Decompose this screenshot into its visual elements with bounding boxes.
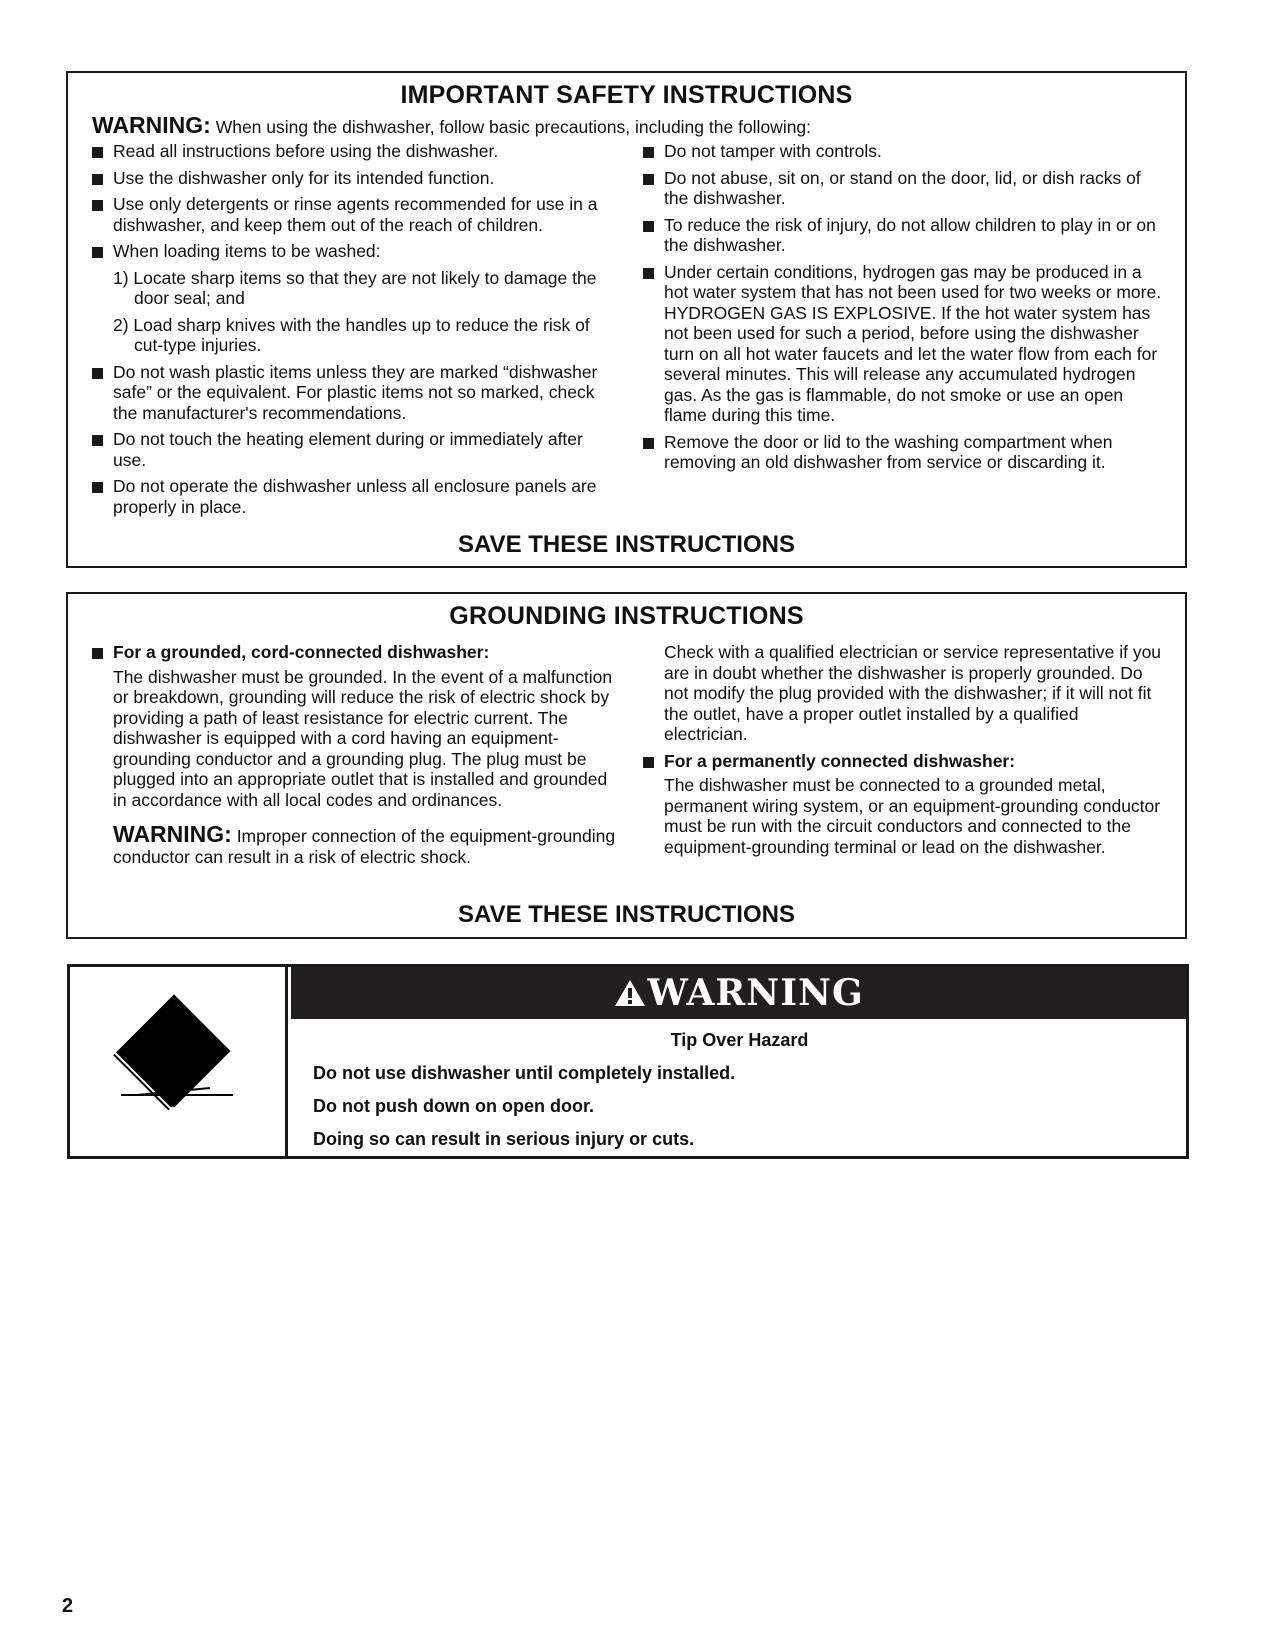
safety-warning-label: WARNING: xyxy=(92,112,211,138)
warning-hazard-title: Tip Over Hazard xyxy=(670,1030,809,1050)
safety-item: When loading items to be washed: xyxy=(92,241,607,262)
safety-item: Do not tamper with controls. xyxy=(643,141,1163,162)
grounding-instructions-box xyxy=(66,592,1187,939)
grounding-warning xyxy=(92,821,622,867)
safety-item: Under certain conditions, hydrogen gas may be produced in a hot water system that has not been used for two weeks or more. HYDROGEN GAS IS EXPLOSIVE. If the hot water system has not been used for such a period, before using the dishwasher turn on all hot water faucets and let the water flow from each for several minutes. This will release any accumulated hydrogen gas. As the gas is flammable, do not smoke or use an open flame during this time. xyxy=(643,262,1163,426)
safety-warning-text: When using the dishwasher, follow basic precautions, including the following: xyxy=(210,117,812,137)
safety-warning-line xyxy=(92,112,811,139)
safety-subitem: 1) Locate sharp items so that they are not likely to damage the door seal; and xyxy=(113,267,597,308)
safety-instructions-box xyxy=(66,71,1187,568)
safety-item: Do not abuse, sit on, or stand on the door, lid, or dish racks of the dishwasher. xyxy=(643,168,1163,209)
grounding-right-column xyxy=(643,642,1163,857)
warning-line: Do not use dishwasher until completely installed. xyxy=(313,1063,736,1083)
grounding-warning-text: Improper connection of the equipment-grounding conductor can result in a risk of electric shock. xyxy=(113,826,616,867)
safety-item: Read all instructions before using the dishwasher. xyxy=(92,141,607,162)
safety-item: Use the dishwasher only for its intended function. xyxy=(92,168,607,189)
grounding-permanent-text: The dishwasher must be connected to a grounded metal, permanent wiring system, or an equipment-grounding conductor must be run with the circuit conductors and connected to the equipment-grounding terminal or lead on the dishwasher. xyxy=(664,775,1161,857)
alert-triangle-icon xyxy=(613,978,647,1008)
warning-header xyxy=(291,967,1186,1019)
safety-left-column xyxy=(92,141,607,523)
grounding-permanent-heading: For a permanently connected dishwasher: xyxy=(643,751,1163,772)
grounding-save-instructions: SAVE THESE INSTRUCTIONS xyxy=(458,901,795,928)
safety-item: Remove the door or lid to the washing compartment when removing an old dishwasher from service or discarding it. xyxy=(643,432,1163,473)
warning-body xyxy=(313,1019,1166,1150)
dishwasher-tip-over-icon xyxy=(70,967,288,1156)
safety-item: Use only detergents or rinse agents recommended for use in a dishwasher, and keep them out of the reach of children. xyxy=(92,194,607,235)
safety-right-column xyxy=(643,141,1163,479)
warning-line: Do not push down on open door. xyxy=(313,1096,594,1116)
safety-item: Do not touch the heating element during or immediately after use. xyxy=(92,429,607,470)
safety-item: Do not wash plastic items unless they are marked “dishwasher safe” or the equivalent. For plastic items not so marked, check the manufacturer's recommendations. xyxy=(92,362,607,424)
safety-title: IMPORTANT SAFETY INSTRUCTIONS xyxy=(400,81,853,109)
grounding-corded-heading: For a grounded, cord-connected dishwasher: xyxy=(92,642,622,663)
safety-item: Do not operate the dishwasher unless all enclosure panels are properly in place. xyxy=(92,476,607,517)
safety-subitem: 2) Load sharp knives with the handles up to reduce the risk of cut-type injuries. xyxy=(113,314,590,355)
warning-header-text: WARNING xyxy=(647,972,864,1014)
tip-over-warning-box xyxy=(67,964,1189,1159)
grounding-title: GROUNDING INSTRUCTIONS xyxy=(449,602,804,630)
grounding-corded-text: The dishwasher must be grounded. In the event of a malfunction or breakdown, grounding will reduce the risk of electric shock by providing a path of least resistance for electric current. The dishwasher is equipped with a cord having an equipment-grounding conductor and a grounding plug. The plug must be plugged into an appropriate outlet that is installed and grounded in accordance with all local codes and ordinances. xyxy=(113,666,613,810)
warning-line: Doing so can result in serious injury or cuts. xyxy=(313,1129,695,1149)
grounding-left-column xyxy=(92,642,622,867)
page-number: 2 xyxy=(62,1595,74,1617)
warning-pictogram-panel xyxy=(70,967,288,1156)
grounding-warning-label: WARNING: xyxy=(113,821,232,847)
safety-item: To reduce the risk of injury, do not allow children to play in or on the dishwasher. xyxy=(643,215,1163,256)
grounding-check-text: Check with a qualified electrician or service representative if you are in doubt whether the dishwasher is properly grounded. Do not modify the plug provided with the dishwasher; if it will not fit the outlet, have a proper outlet installed by a qualified electrician. xyxy=(664,642,1162,744)
safety-save-instructions: SAVE THESE INSTRUCTIONS xyxy=(458,531,795,558)
